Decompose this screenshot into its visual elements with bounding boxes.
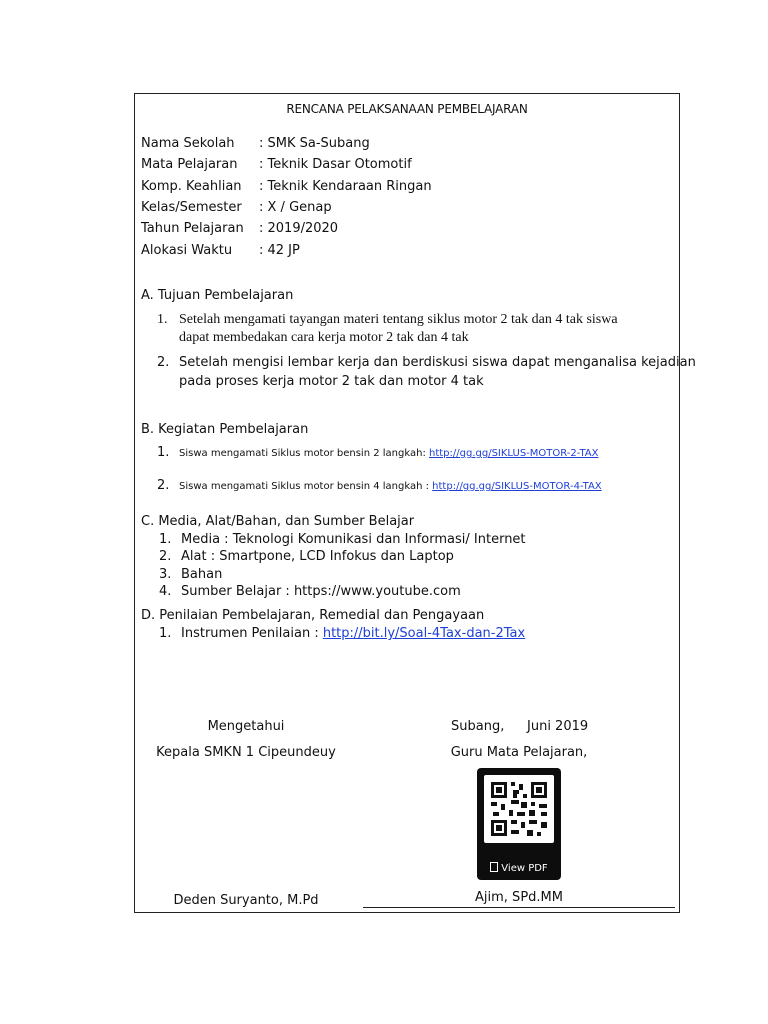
objective-item-continuation: pada proses kerja motor 2 tak dan motor 4 tak bbox=[179, 374, 484, 389]
item-text: Siswa mengamati Siklus motor bensin 2 langkah: bbox=[179, 448, 429, 459]
info-row-time bbox=[141, 243, 300, 258]
activity-item bbox=[157, 474, 602, 493]
item-text: Setelah mengamati tayangan materi tentang siklus motor 2 tak dan 4 tak siswa bbox=[179, 312, 618, 327]
activity-link[interactable]: http://gg.gg/SIKLUS-MOTOR-4-TAX bbox=[432, 481, 602, 492]
info-row-competency bbox=[141, 179, 432, 194]
section-d-heading: D. Penilaian Pembelajaran, Remedial dan Pengayaan bbox=[141, 608, 485, 623]
item-number: 3. bbox=[159, 567, 172, 582]
qr-code-image bbox=[484, 775, 554, 843]
activity-item bbox=[157, 441, 598, 460]
qr-code-card[interactable] bbox=[477, 768, 561, 880]
media-item bbox=[159, 584, 461, 599]
activity-link[interactable]: http://gg.gg/SIKLUS-MOTOR-2-TAX bbox=[429, 448, 599, 459]
item-text: Setelah mengisi lembar kerja dan berdiskusi siswa dapat menganalisa kejadian bbox=[179, 355, 696, 370]
item-number: 2. bbox=[157, 355, 170, 370]
item-number: 2. bbox=[157, 478, 170, 493]
section-c-heading: C. Media, Alat/Bahan, dan Sumber Belajar bbox=[141, 514, 415, 529]
media-item bbox=[159, 532, 526, 547]
item-text: Instrumen Penilaian : bbox=[181, 626, 323, 641]
info-label: Nama Sekolah bbox=[141, 136, 235, 151]
info-row-subject bbox=[141, 157, 412, 172]
info-row-school bbox=[141, 136, 370, 151]
objective-item-continuation: dapat membedakan cara kerja motor 2 tak dan 4 tak bbox=[179, 330, 469, 345]
item-text: Media : Teknologi Komunikasi dan Informasi/ Internet bbox=[181, 532, 526, 547]
signature-underline bbox=[363, 907, 675, 908]
info-row-year bbox=[141, 221, 338, 236]
pdf-icon bbox=[490, 862, 498, 872]
signature-right-name: Ajim, SPd.MM bbox=[475, 890, 563, 905]
signature-date: Juni 2019 bbox=[527, 719, 589, 734]
item-text: Bahan bbox=[181, 567, 223, 582]
item-text: Siswa mengamati Siklus motor bensin 4 langkah : bbox=[179, 481, 433, 492]
info-value: : SMK Sa-Subang bbox=[259, 136, 370, 151]
info-label: Komp. Keahlian bbox=[141, 179, 242, 194]
media-item bbox=[159, 567, 222, 582]
signature-left-line1: Mengetahui bbox=[207, 719, 285, 734]
assessment-item bbox=[159, 626, 525, 641]
info-value: : 42 JP bbox=[259, 243, 300, 258]
section-a-heading: A. Tujuan Pembelajaran bbox=[141, 288, 294, 303]
info-value: : 2019/2020 bbox=[259, 221, 339, 236]
signature-left-line2: Kepala SMKN 1 Cipeundeuy bbox=[156, 745, 336, 760]
media-item bbox=[159, 549, 454, 564]
item-number: 2. bbox=[159, 549, 172, 564]
item-number: 1. bbox=[159, 532, 172, 547]
info-value: : X / Genap bbox=[259, 200, 332, 215]
item-number: 1. bbox=[157, 312, 168, 327]
document-title: RENCANA PELAKSANAAN PEMBELAJARAN bbox=[286, 102, 528, 116]
section-b-heading: B. Kegiatan Pembelajaran bbox=[141, 422, 309, 437]
qr-code bbox=[484, 775, 554, 843]
info-value: : Teknik Kendaraan Ringan bbox=[259, 179, 432, 194]
info-label: Tahun Pelajaran bbox=[141, 221, 244, 236]
item-number: 4. bbox=[159, 584, 172, 599]
objective-item bbox=[157, 312, 618, 328]
document-frame bbox=[134, 93, 696, 913]
info-label: Kelas/Semester bbox=[141, 200, 242, 215]
item-text: Alat : Smartpone, LCD Infokus dan Laptop bbox=[181, 549, 454, 564]
view-pdf-button[interactable] bbox=[477, 862, 561, 874]
signature-left-name: Deden Suryanto, M.Pd bbox=[173, 893, 319, 908]
info-label: Mata Pelajaran bbox=[141, 157, 238, 172]
info-row-class bbox=[141, 200, 332, 215]
info-value: : Teknik Dasar Otomotif bbox=[259, 157, 412, 172]
item-number: 1. bbox=[159, 626, 172, 641]
assessment-link[interactable]: http://bit.ly/Soal-4Tax-dan-2Tax bbox=[322, 626, 526, 641]
signature-place: Subang, bbox=[451, 719, 505, 734]
info-label: Alokasi Waktu bbox=[141, 243, 233, 258]
signature-right-line2: Guru Mata Pelajaran, bbox=[450, 745, 588, 760]
view-pdf-label: View PDF bbox=[501, 863, 548, 874]
item-text: Sumber Belajar : https://www.youtube.com bbox=[181, 584, 461, 599]
item-number: 1. bbox=[157, 445, 170, 460]
objective-item bbox=[157, 355, 696, 370]
